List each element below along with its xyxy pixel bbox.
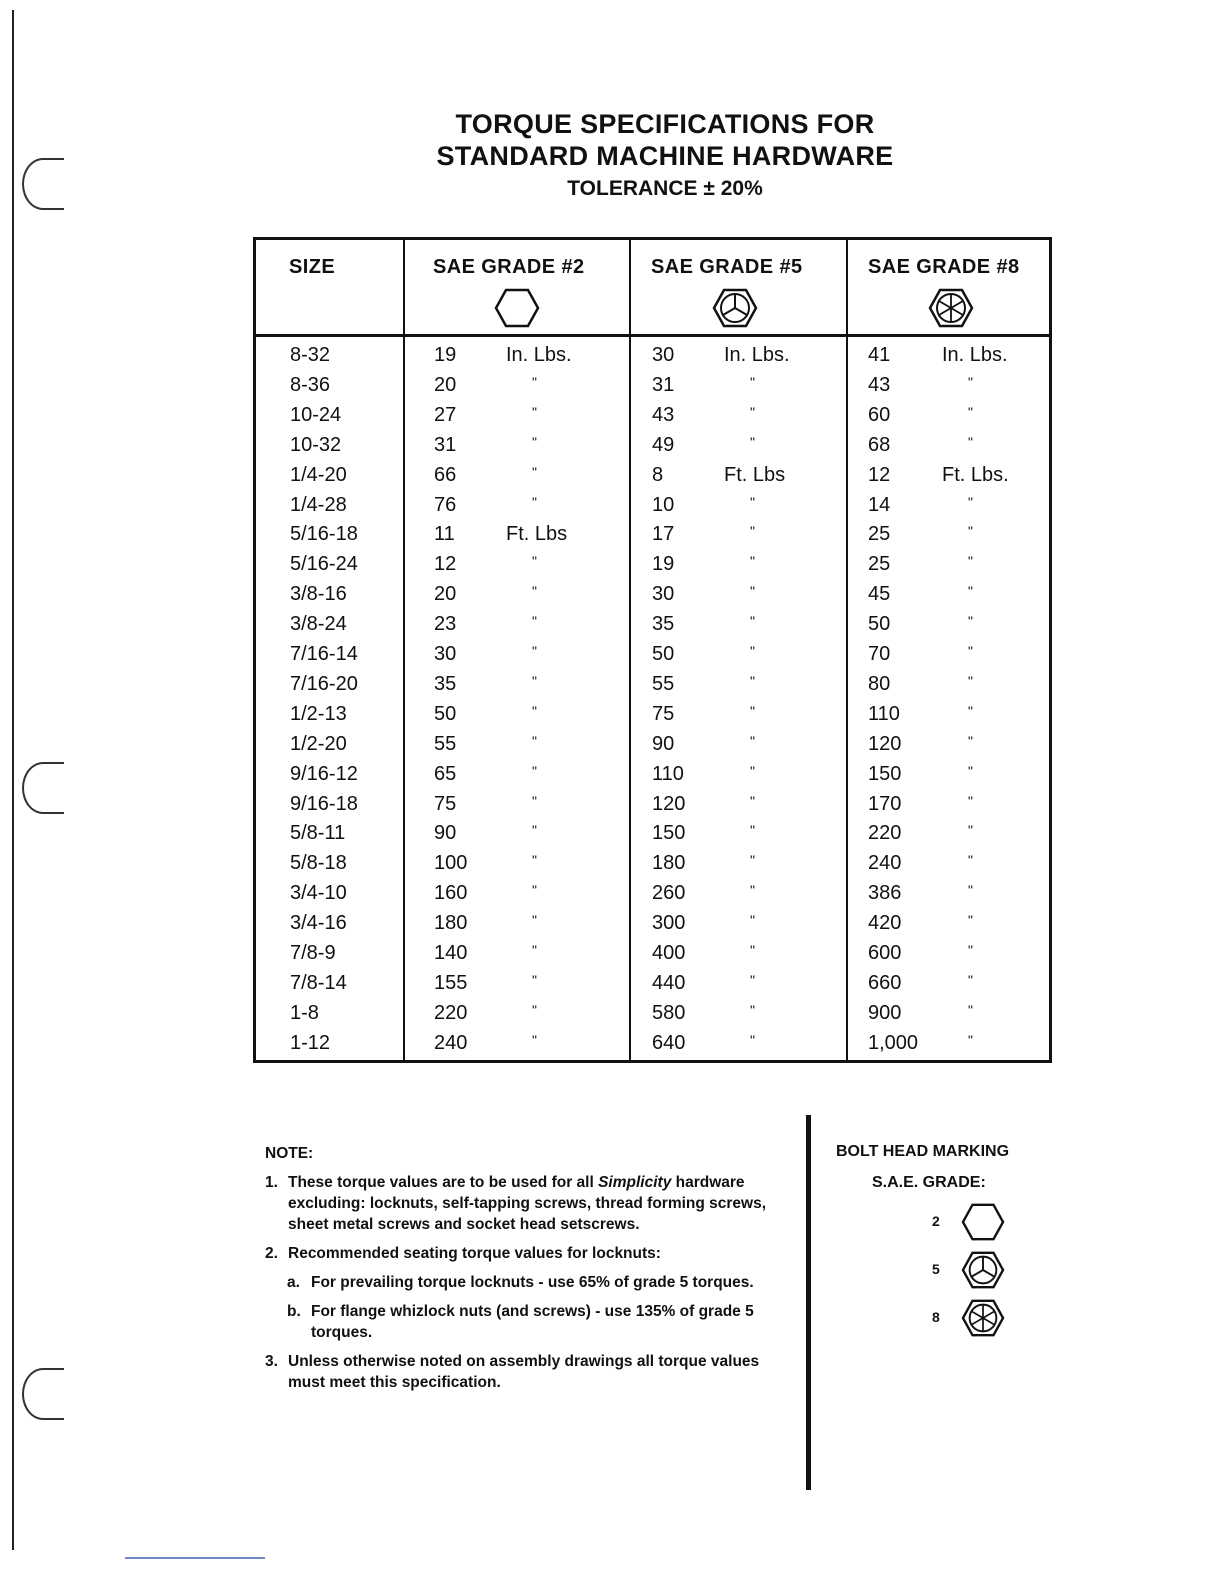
size-cell: 3/8-24 [290,613,347,636]
title-line-2: STANDARD MACHINE HARDWARE [436,141,894,171]
grade2-value: 20 [434,583,457,606]
note-item-1-text-end: hardware excluding: locknuts, self-tapping screws, thread forming screws, sheet metal screws and socket head setscrews. [288,1174,767,1233]
grade8-value: 240 [868,852,902,875]
grade8-value: 386 [868,882,902,905]
grade5-value: 31 [652,373,675,396]
size-cell: 5/16-18 [290,523,358,546]
size-cell: 1/4-28 [290,493,347,516]
grade8-value: 420 [868,912,902,935]
size-cell: 7/8-9 [290,942,336,964]
table-row [256,673,1049,703]
grade5-value: 120 [652,792,686,815]
grade2-value: 180 [434,912,468,935]
table-row [256,434,1049,464]
note-item-3-text: Unless otherwise noted on assembly drawings all torque values must meet this specification. [288,1353,760,1391]
table-row [256,972,1049,1002]
table-row [256,1002,1049,1032]
grade2-unit: " [532,433,537,450]
grade8-value: 120 [868,732,902,755]
table-row [256,404,1049,434]
grade5-value: 30 [652,344,675,366]
size-cell: 7/16-20 [290,672,358,695]
note-item-2 [265,1243,785,1264]
grade5-value: 440 [652,971,686,994]
grade2-unit: " [532,493,537,510]
grade8-value: 600 [868,942,902,964]
note-item-3 [265,1351,785,1393]
grade8-value: 25 [868,553,891,576]
table-row [256,553,1049,583]
grade2-unit: " [532,852,537,869]
grade2-value: 19 [434,344,457,366]
note-item-1-text-start: These torque values are to be used for all [288,1174,599,1191]
legend-row-grade-8 [926,1297,1006,1341]
table-row [256,793,1049,823]
note-item-number: 1. [265,1174,278,1191]
grade8-unit: " [968,613,973,630]
size-cell: 5/16-24 [290,553,358,576]
note-item-2a [265,1272,785,1293]
grade8-unit: " [968,852,973,869]
header-rule [256,334,1049,337]
grade5-value: 49 [652,433,675,456]
grade8-value: 660 [868,971,902,994]
legend-subtitle: S.A.E. GRADE: [872,1174,986,1191]
grade8-unit: " [968,792,973,809]
grade8-value: 14 [868,493,891,516]
grade2-value: 55 [434,732,457,755]
table-row [256,494,1049,524]
grade5-unit: " [750,672,755,689]
grade5-unit: " [750,822,755,839]
table-row [256,613,1049,643]
grade8-value: 50 [868,613,891,636]
table-row [256,374,1049,404]
grade2-unit: " [532,1031,537,1048]
note-item-number: 2. [265,1245,278,1262]
size-cell: 5/8-11 [290,822,346,845]
table-row [256,852,1049,882]
grade5-value: 150 [652,822,686,845]
size-cell: 9/16-12 [290,762,358,785]
table-row [256,703,1049,733]
grade8-unit: " [968,912,973,929]
note-item-2b-text: For flange whizlock nuts (and screws) - use 135% of grade 5 torques. [311,1303,754,1341]
grade5-value: 400 [652,942,686,964]
grade2-value: 240 [434,1031,468,1054]
grade8-unit: " [968,971,973,988]
grade2-value: 160 [434,882,468,905]
note-item-letter: a. [287,1274,300,1291]
binder-margin-line [12,10,14,1550]
grade8-value: 45 [868,583,891,606]
size-cell: 1/4-20 [290,463,347,486]
grade2-value: 65 [434,762,457,785]
grade5-unit: " [750,912,755,929]
grade8-unit: " [968,702,973,719]
header-grade-5: SAE GRADE #5 [651,256,803,278]
table-row [256,942,1049,972]
grade8-value: 170 [868,792,902,815]
grade8-unit: " [968,643,973,659]
grade2-unit: In. Lbs. [506,344,572,366]
grade5-unit: " [750,1031,755,1048]
grade5-unit: " [750,553,755,570]
table-row [256,643,1049,673]
table-row [256,763,1049,793]
grade8-unit: " [968,882,973,899]
grade2-unit: " [532,882,537,899]
grade2-unit: " [532,762,537,779]
grade5-unit: " [750,882,755,899]
grade8-value: 110 [868,702,900,725]
grade5-value: 260 [652,882,686,905]
note-item-2b [265,1301,785,1343]
grade2-unit: " [532,702,537,719]
grade2-value: 20 [434,373,457,396]
grade2-unit: " [532,373,537,390]
grade5-value: 580 [652,1001,686,1024]
footer-rule [125,1557,265,1559]
grade2-value: 35 [434,672,457,695]
grade5-unit: " [750,971,755,988]
grade8-value: 80 [868,672,891,695]
grade5-unit: " [750,702,755,719]
grade2-unit: " [532,942,537,958]
grade8-value: 41 [868,344,891,366]
grade5-unit: " [750,523,755,540]
grade2-value: 50 [434,702,457,725]
grade5-value: 50 [652,643,675,665]
grade5-value: 75 [652,702,675,725]
grade5-unit: " [750,583,755,600]
grade8-unit: " [968,822,973,839]
header-grade-8: SAE GRADE #8 [868,256,1020,278]
grade8-unit: Ft. Lbs. [942,463,1009,486]
brand-name: Simplicity [598,1174,672,1191]
legend-grade-label: 5 [932,1261,940,1277]
grade8-value: 43 [868,373,891,396]
table-row [256,822,1049,852]
size-cell: 1/2-20 [290,732,347,755]
grade5-value: 55 [652,672,675,695]
table-row [256,882,1049,912]
legend-title: BOLT HEAD MARKING [836,1143,1010,1160]
grade2-value: 27 [434,403,457,426]
grade2-value: 76 [434,493,457,516]
torque-table [253,237,1052,1063]
grade8-unit: " [968,1031,973,1048]
grade8-value: 1,000 [868,1031,919,1054]
grade2-unit: " [532,912,537,929]
hex-plain-icon [493,286,541,330]
grade2-value: 220 [434,1001,468,1024]
grade8-unit: " [968,583,973,600]
size-cell: 1/2-13 [290,702,347,725]
grade5-unit: Ft. Lbs [724,463,786,486]
grade5-unit: " [750,792,755,809]
size-cell: 10-32 [290,433,342,456]
size-cell: 10-24 [290,403,342,426]
page-title [300,108,1030,206]
note-item-2a-text: For prevailing torque locknuts - use 65% of grade 5 torques. [311,1274,754,1291]
grade2-value: 11 [434,523,455,546]
grade8-unit: " [968,433,973,450]
section-divider [806,1115,811,1490]
grade5-unit: " [750,493,755,510]
size-cell: 9/16-18 [290,792,358,815]
grade5-value: 19 [652,553,675,576]
grade5-value: 43 [652,403,675,426]
size-cell: 8-32 [290,344,331,366]
grade8-unit: " [968,942,973,958]
grade2-unit: " [532,583,537,600]
size-cell: 3/8-16 [290,583,347,606]
size-cell: 8-36 [290,373,331,396]
hex-grade8-icon [927,286,975,330]
grade8-value: 25 [868,523,891,546]
grade2-unit: " [532,553,537,570]
grade8-unit: " [968,732,973,749]
grade2-unit: " [532,463,537,480]
table-row [256,583,1049,613]
grade8-unit: " [968,553,973,570]
grade8-unit: " [968,1001,973,1018]
grade8-value: 900 [868,1001,902,1024]
grade2-value: 66 [434,463,457,486]
tolerance-line: TOLERANCE ± 20% [567,177,763,200]
grade2-value: 100 [434,852,468,875]
grade5-value: 17 [652,523,675,546]
grade8-value: 150 [868,762,902,785]
hex-grade5-icon [711,286,759,330]
binder-hole-top [22,158,64,210]
grade8-unit: " [968,672,973,689]
note-item-2-text: Recommended seating torque values for locknuts: [288,1245,661,1262]
grade8-value: 60 [868,403,891,426]
grade2-value: 30 [434,643,457,665]
notes-section [265,1143,785,1401]
grade5-unit: " [750,403,755,420]
grade5-unit: " [750,762,755,779]
binder-hole-bottom [22,1368,64,1420]
table-row [256,912,1049,942]
grade2-unit: " [532,613,537,630]
grade8-value: 68 [868,433,891,456]
grade8-unit: " [968,523,973,540]
grade8-unit: " [968,493,973,510]
grade2-value: 31 [434,433,457,456]
grade5-value: 30 [652,583,675,606]
grade5-value: 35 [652,613,675,636]
grade5-value: 300 [652,912,686,935]
hex-grade8-icon [960,1297,1006,1339]
grade2-value: 23 [434,613,457,636]
grade2-unit: " [532,971,537,988]
grade2-value: 12 [434,553,457,576]
grade5-unit: " [750,942,755,958]
hex-plain-icon [960,1201,1006,1243]
table-row [256,1032,1049,1062]
grade5-value: 110 [652,762,684,785]
header-size: SIZE [289,256,336,278]
table-row [256,733,1049,763]
size-cell: 7/8-14 [290,971,347,994]
title-line-1: TORQUE SPECIFICATIONS FOR [455,109,875,139]
grade2-value: 90 [434,822,457,845]
grade8-value: 12 [868,463,891,486]
grade2-unit: " [532,732,537,749]
legend-row-grade-5 [926,1249,1006,1293]
grade8-value: 220 [868,822,902,845]
grade2-unit: " [532,1001,537,1018]
size-cell: 3/4-10 [290,882,347,905]
grade5-unit: " [750,732,755,749]
grade5-value: 10 [652,493,675,516]
grade5-unit: In. Lbs. [724,344,790,366]
grade2-unit: " [532,403,537,420]
grade5-unit: " [750,433,755,450]
grade8-value: 70 [868,643,891,665]
grade2-value: 155 [434,971,468,994]
grade2-unit: " [532,822,537,839]
size-cell: 1-12 [290,1031,331,1054]
grade2-unit: Ft. Lbs [506,523,568,546]
grade5-value: 90 [652,732,675,755]
grade8-unit: " [968,403,973,420]
header-grade-2: SAE GRADE #2 [433,256,585,278]
table-row [256,464,1049,494]
grade2-value: 140 [434,942,468,964]
grade8-unit: " [968,762,973,779]
grade8-unit: " [968,373,973,390]
grade2-value: 75 [434,792,457,815]
grade5-unit: " [750,852,755,869]
grade5-unit: " [750,373,755,390]
grade2-unit: " [532,672,537,689]
grade5-unit: " [750,643,755,659]
grade5-unit: " [750,1001,755,1018]
size-cell: 5/8-18 [290,852,347,875]
hex-grade5-icon [960,1249,1006,1291]
note-item-letter: b. [287,1303,301,1320]
note-item-number: 3. [265,1353,278,1370]
grade8-unit: In. Lbs. [942,344,1008,366]
grade2-unit: " [532,792,537,809]
legend-row-grade-2 [926,1201,1006,1245]
table-row [256,344,1049,374]
size-cell: 3/4-16 [290,912,347,935]
note-item-1 [265,1172,785,1235]
grade5-value: 8 [652,463,664,486]
grade5-value: 180 [652,852,686,875]
legend-grade-label: 8 [932,1309,940,1325]
grade5-value: 640 [652,1031,686,1054]
grade5-unit: " [750,613,755,630]
size-cell: 7/16-14 [290,643,358,665]
size-cell: 1-8 [290,1001,319,1024]
legend-grade-label: 2 [932,1213,940,1229]
binder-hole-middle [22,762,64,814]
note-title: NOTE: [265,1145,314,1162]
table-row [256,523,1049,553]
grade2-unit: " [532,643,537,659]
